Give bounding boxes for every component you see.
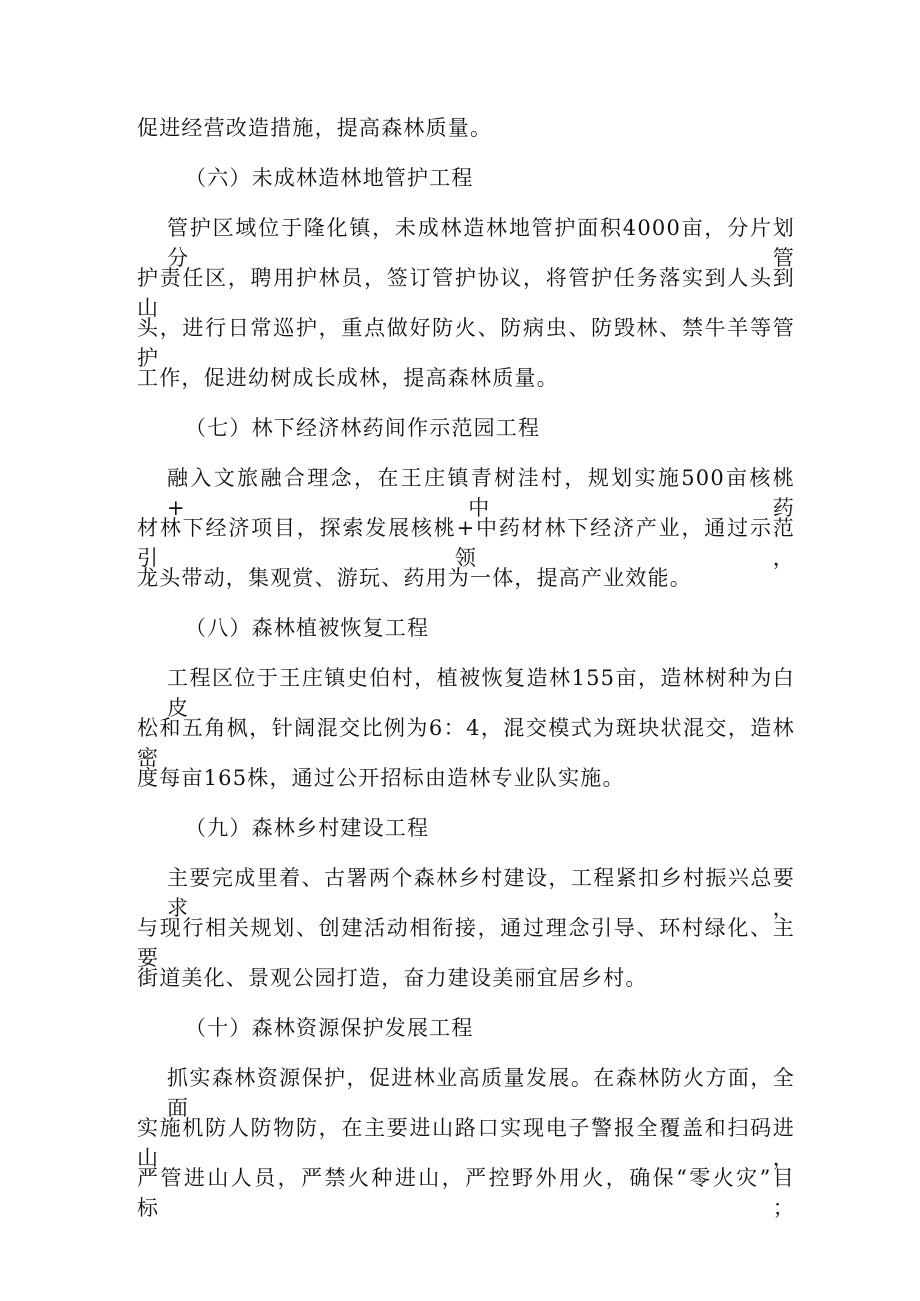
paragraph-line: 工程区位于王庄镇史伯村，植被恢复造林155亩，造林树种为白皮 [167,666,795,720]
section-heading: （八）森林植被恢复工程 [185,616,430,640]
section-heading: （九）森林乡村建设工程 [185,816,430,840]
paragraph-line: 促进经营改造措施，提高森林质量。 [137,116,493,140]
paragraph-line: 头，进行日常巡护，重点做好防火、防病虫、防毁林、禁牛羊等管护 [137,316,795,370]
section-heading: （六）未成林造林地管护工程 [185,166,474,190]
paragraph-line: 管护区域位于隆化镇，未成林造林地管护面积4000亩，分片划分管 [167,216,795,270]
paragraph-line: 街道美化、景观公园打造，奋力建设美丽宜居乡村。 [137,966,648,990]
paragraph-line: 护责任区，聘用护林员，签订管护协议，将管护任务落实到人头到山 [137,266,795,320]
section-heading: （七）林下经济林药间作示范园工程 [185,416,541,440]
paragraph-line: 龙头带动，集观赏、游玩、药用为一体，提高产业效能。 [137,566,692,590]
paragraph-line: 融入文旅融合理念，在王庄镇青树洼村，规划实施500亩核桃+中药 [167,466,795,520]
paragraph-line: 材林下经济项目，探索发展核桃+中药材林下经济产业，通过示范引领， [137,516,795,570]
paragraph-line: 松和五角枫，针阔混交比例为6：4，混交模式为斑块状混交，造林密 [137,716,795,770]
paragraph-line: 严管进山人员，严禁火种进山，严控野外用火，确保“零火灾”目标； [137,1166,795,1220]
paragraph-line: 主要完成里着、古署两个森林乡村建设，工程紧扣乡村振兴总要求， [167,866,795,920]
paragraph-line: 实施机防人防物防，在主要进山路口实现电子警报全覆盖和扫码进山， [137,1116,795,1170]
paragraph-line: 与现行相关规划、创建活动相衔接，通过理念引导、环村绿化、主要 [137,916,795,970]
section-heading: （十）森林资源保护发展工程 [185,1016,474,1040]
paragraph-line: 度每亩165株，通过公开招标由造林专业队实施。 [137,766,625,790]
paragraph-line: 工作，促进幼树成长成林，提高森林质量。 [137,366,559,390]
paragraph-line: 抓实森林资源保护，促进林业高质量发展。在森林防火方面，全面 [167,1066,795,1120]
